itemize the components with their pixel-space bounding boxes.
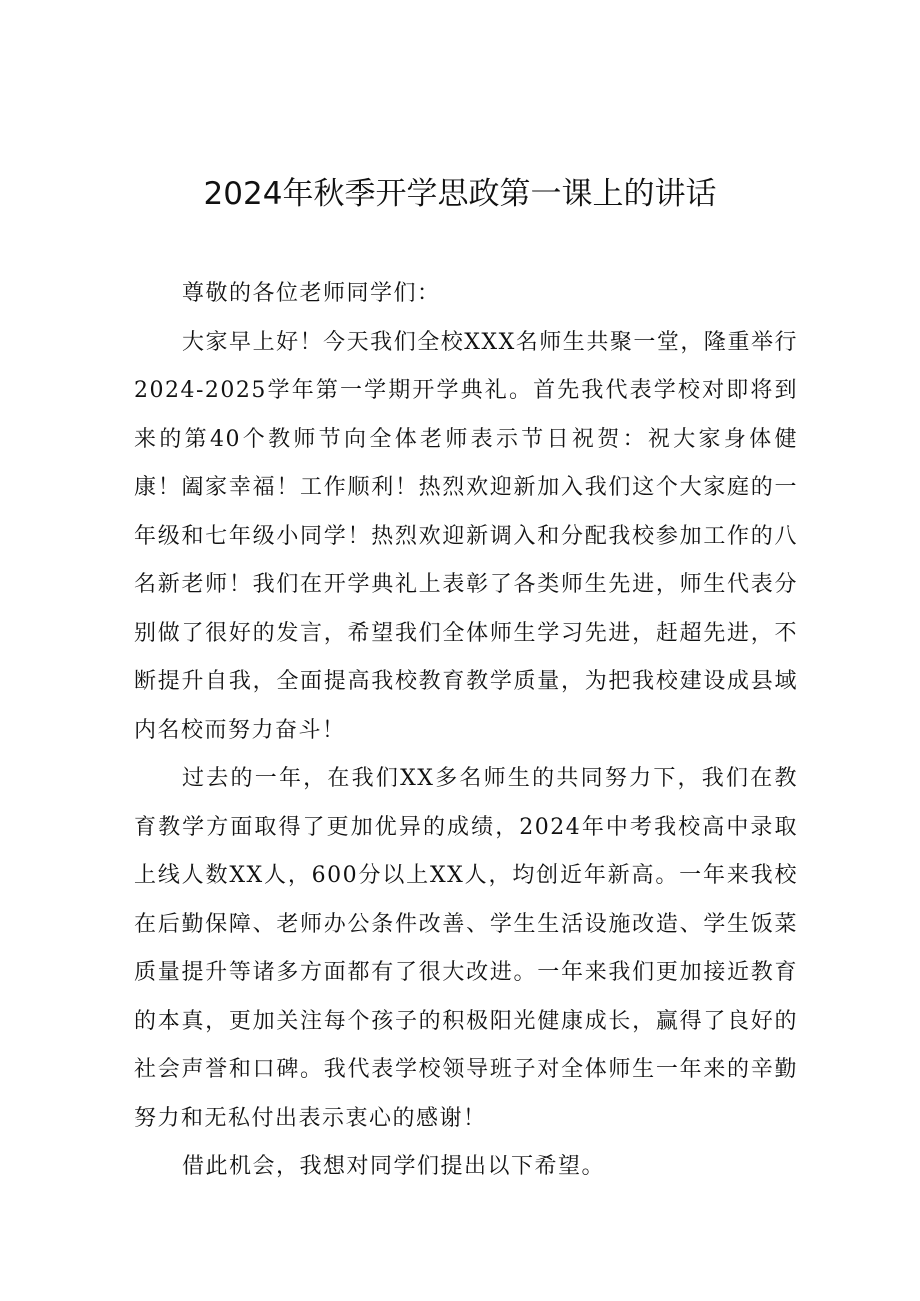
transition-paragraph: 借此机会，我想对同学们提出以下希望。 xyxy=(182,1154,606,1179)
review-paragraph: 过去的一年，在我们XX多名师生的共同努力下，我们在教育教学方面取得了更加优异的成绩，2024年中考我校高中录取上线人数XX人，600分以上XX人，均创近年新高。一年来我校在后勤保障、老师办公条件改善、学生生活设施改造、学生饭菜质量提升等诸多方面都有了很大改进。一年来我们更加接近教育的本真，更加关注每个孩子的积极阳光健康成长，赢得了良好的社会声誉和口碑。我代表学校领导班子对全体师生一年来的辛勤努力和无私付出表示衷心的感谢！ xyxy=(134,766,798,1131)
opening-paragraph: 大家早上好！今天我们全校XXX名师生共聚一堂，隆重举行2024-2025学年第一学期开学典礼。首先我代表学校对即将到来的第40个教师节向全体老师表示节日祝贺：祝大家身体健康！阖家幸福！工作顺利！热烈欢迎新加入我们这个大家庭的一年级和七年级小同学！热烈欢迎新调入和分配我校参加工作的八名新老师！我们在开学典礼上表彰了各类师生先进，师生代表分别做了很好的发言，希望我们全体师生学习先进，赶超先进，不断提升自我，全面提高我校教育教学质量，为把我校建设成县域内名校而努力奋斗！ xyxy=(134,329,798,743)
salutation-paragraph: 尊敬的各位老师同学们： xyxy=(182,281,441,306)
document-body xyxy=(134,270,798,1192)
document-title: 2024年秋季开学思政第一课上的讲话 xyxy=(203,176,717,212)
